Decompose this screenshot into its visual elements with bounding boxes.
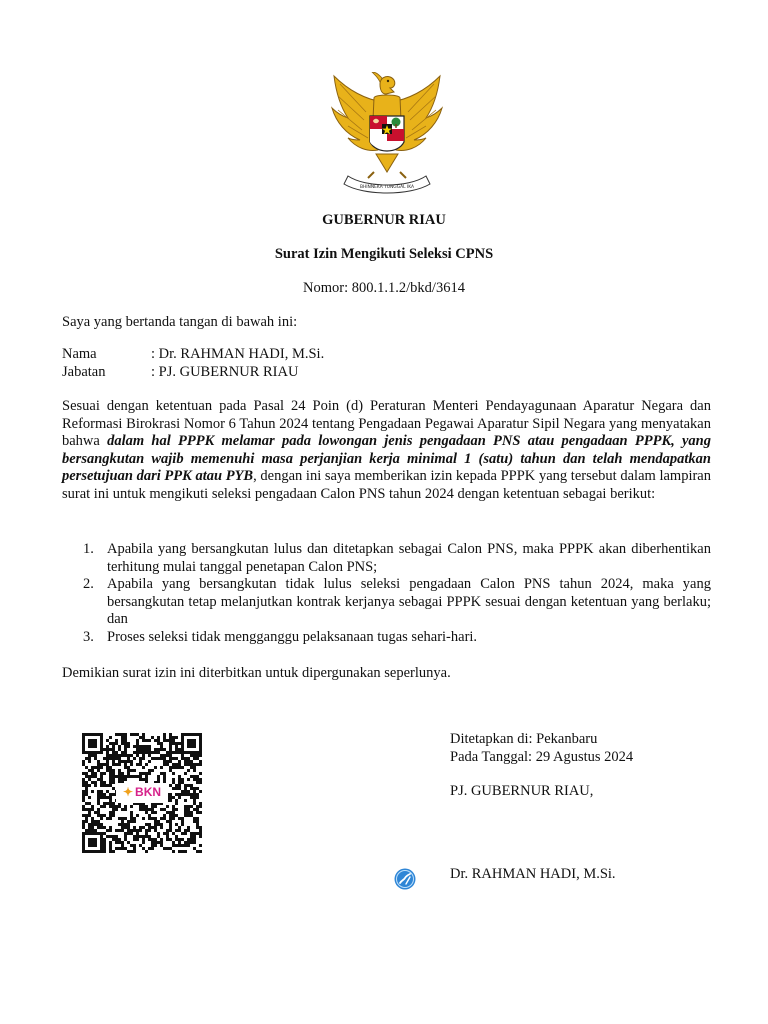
conditions-list — [62, 541, 711, 646]
name-value: : Dr. RAHMAN HADI, M.Si. — [151, 346, 325, 362]
condition-text: Proses seleksi tidak mengganggu pelaksanaan tugas sehari-hari. — [107, 628, 478, 645]
name-label: Nama — [62, 346, 97, 362]
digital-signature-badge-icon — [394, 868, 416, 890]
body-text-part1: Sesuai dengan ketentuan pada Pasal 24 Poin (d) Peraturan Menteri Pendayagunaan Aparatur Negara dan Reformasi Birokrasi Nomor 6 Tahun 2024 tentang Pengadaan Pegawai Aparatur Sipil Negara yang menyatakan bahwa — [62, 398, 711, 449]
body-paragraph — [62, 398, 711, 503]
motto-text: BHINNEKA TUNGGAL IKA — [359, 185, 415, 190]
garuda-emblem-icon — [326, 72, 448, 200]
condition-text: Apabila yang bersangkutan tidak lulus seleksi pengadaan Calon PNS tahun 2024, maka yang bersangkutan tetap melanjutkan kontrak kerjanya sebagai PPPK sesuai dengan ketentuan yang berlaku; dan — [107, 576, 711, 627]
condition-item — [62, 576, 711, 629]
qr-code-icon — [82, 733, 202, 855]
bkn-logo — [116, 783, 168, 803]
body-emphasis: dalam hal PPPK melamar pada lowongan jenis pengadaan PNS atau pengadaan PPPK, yang bersangkutan wajib memenuhi masa perjanjian kerja minimal 1 (satu) tahun dan telah mendapatkan persetujuan dari PPK atau PYB — [62, 433, 711, 484]
signature-role: PJ. GUBERNUR RIAU, — [450, 783, 594, 799]
signatory-position-row — [62, 364, 711, 382]
position-label: Jabatan — [62, 364, 106, 380]
letter-number: Nomor: 800.1.1.2/bkd/3614 — [303, 280, 465, 296]
signature-date: Pada Tanggal: 29 Agustus 2024 — [450, 749, 634, 765]
position-value: : PJ. GUBERNUR RIAU — [151, 364, 299, 380]
intro-text: Saya yang bertanda tangan di bawah ini: — [62, 314, 298, 330]
institution-title: GUBERNUR RIAU — [322, 212, 446, 228]
signatory-name-row — [62, 346, 711, 364]
closing-text: Demikian surat izin ini diterbitkan untuk dipergunakan seperlunya. — [62, 665, 451, 681]
signature-place: Ditetapkan di: Pekanbaru — [450, 731, 598, 747]
condition-number: 3. — [83, 628, 94, 645]
condition-item — [62, 629, 711, 647]
bkn-logo-text: BKN — [135, 785, 162, 800]
bkn-logo-mark-icon: ✦ — [122, 785, 134, 800]
letter-title: Surat Izin Mengikuti Seleksi CPNS — [274, 246, 494, 262]
condition-number: 1. — [83, 541, 94, 557]
signatory-name: Dr. RAHMAN HADI, M.Si. — [450, 866, 616, 882]
condition-text: Apabila yang bersangkutan lulus dan ditetapkan sebagai Calon PNS, maka PPPK akan diberhentikan terhitung mulai tanggal penetapan Calon PNS; — [107, 541, 711, 575]
body-text-part2: , dengan ini saya memberikan izin kepada PPPK yang tersebut dalam lampiran surat ini untuk mengikuti seleksi pengadaan Calon PNS tahun 2024 dengan ketentuan sebagai berikut: — [62, 468, 711, 502]
condition-number: 2. — [83, 576, 94, 592]
condition-item — [62, 541, 711, 576]
